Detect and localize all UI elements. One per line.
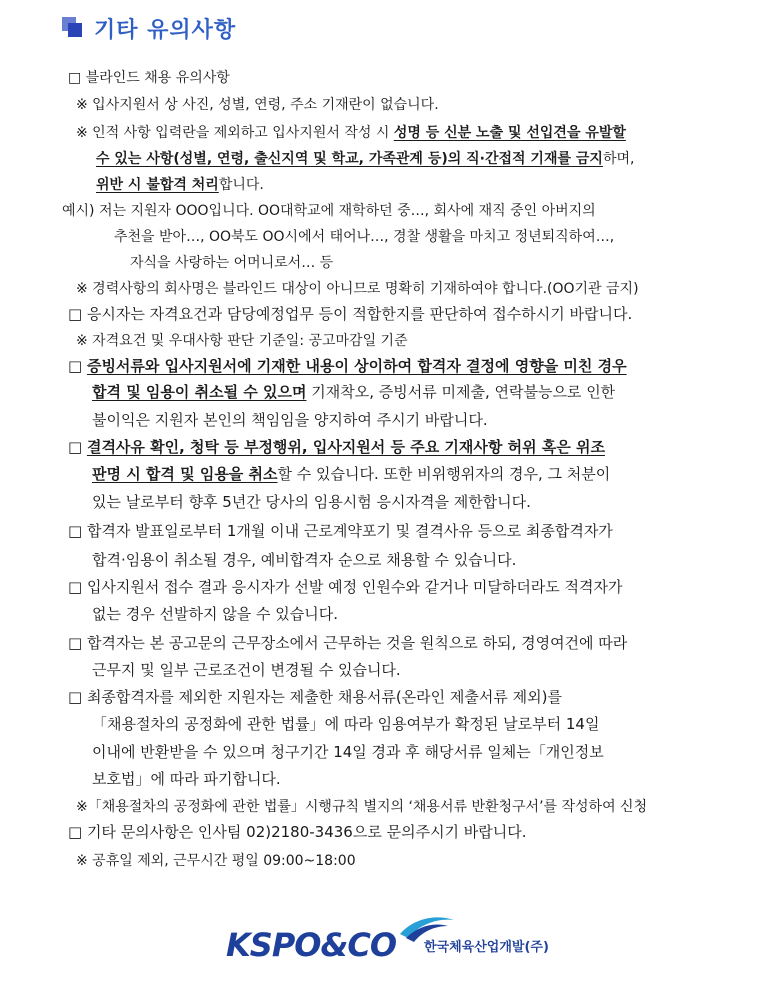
line-text: 근무지 및 일부 근로조건이 변경될 수 있습니다. xyxy=(92,661,401,679)
company-logo xyxy=(226,912,556,968)
line-text: □ 블라인드 채용 유의사항 xyxy=(68,70,230,86)
notice-line xyxy=(68,521,613,541)
line-text: 추천을 받아…, OO북도 OO시에서 태어나…, 경찰 생활을 마치고 정년퇴직하여…, xyxy=(114,229,615,245)
line-text: 하며, xyxy=(602,151,635,167)
notice-line xyxy=(76,279,639,299)
notice-line xyxy=(68,822,527,842)
line-text: ※ 공휴일 제외, 근무시간 평일 09:00~18:00 xyxy=(76,853,356,869)
line-text: □ 입사지원서 접수 결과 응시자가 선발 예정 인원수와 같거나 미달하더라도 적격자가 xyxy=(68,578,623,596)
notice-line xyxy=(96,175,264,195)
line-text: ※ 입사지원서 상 사진, 성별, 연령, 주소 기재란이 없습니다. xyxy=(76,97,439,113)
emphasized-text: 수 있는 사항(성별, 연령, 출신지역 및 학교, 가족관계 등)의 직·간접적 기재를 금지 xyxy=(96,151,603,167)
line-text: 할 수 있습니다. 또한 비위행위자의 경우, 그 처분이 xyxy=(277,465,611,483)
notice-line xyxy=(68,68,230,88)
notice-line xyxy=(92,382,615,402)
logo-subtitle: 한국체육산업개발(주) xyxy=(424,940,549,955)
line-text: 예시) 저는 지원자 OOO입니다. OO대학교에 재학하던 중…, 회사에 재직 중인 아버지의 xyxy=(62,203,596,219)
logo-wordmark: KSPO&CO xyxy=(226,926,397,964)
notice-line xyxy=(76,797,647,817)
line-text: □ xyxy=(68,438,87,456)
line-text: □ 합격자는 본 공고문의 근무장소에서 근무하는 것을 원칙으로 하되, 경영여건에 따라 xyxy=(68,634,628,652)
emphasized-text: 증빙서류와 입사지원서에 기재한 내용이 상이하여 합격자 결정에 영향을 미친 경우 xyxy=(86,357,627,375)
notice-line xyxy=(96,149,634,169)
notice-line xyxy=(68,304,632,324)
line-text: 합격·임용이 취소될 경우, 예비합격자 순으로 채용할 수 있습니다. xyxy=(92,551,517,569)
line-text: 없는 경우 선발하지 않을 수 있습니다. xyxy=(92,605,338,623)
notice-line xyxy=(76,123,626,143)
line-text: 자식을 사랑하는 어머니로서… 등 xyxy=(130,255,334,271)
notice-line xyxy=(114,227,614,247)
notice-line xyxy=(68,687,562,707)
line-text: □ 합격자 발표일로부터 1개월 이내 근로계약포기 및 결격사유 등으로 최종합격자가 xyxy=(68,522,613,540)
line-text: ※ 자격요건 및 우대사항 판단 기준일: 공고마감일 기준 xyxy=(76,333,408,349)
line-text: □ xyxy=(68,357,87,375)
line-text: 불이익은 지원자 본인의 책임임을 양지하여 주시기 바랍니다. xyxy=(92,411,488,429)
square-bullet-icon xyxy=(62,17,84,39)
notice-line xyxy=(92,769,281,789)
notice-line xyxy=(68,437,605,457)
line-text: □ 기타 문의사항은 인사팀 02)2180-3436으로 문의주시기 바랍니다. xyxy=(68,823,527,841)
section-header xyxy=(62,12,236,44)
notice-line xyxy=(92,492,531,512)
section-title: 기타 유의사항 xyxy=(94,17,237,43)
notice-line xyxy=(62,201,596,221)
line-text: 합니다. xyxy=(218,177,264,193)
line-text: ※ 경력사항의 회사명은 블라인드 대상이 아니므로 명확히 기재하여야 합니다.(OO기관 금지) xyxy=(76,281,639,297)
line-text: 있는 날로부터 향후 5년간 당사의 임용시험 응시자격을 제한합니다. xyxy=(92,493,531,511)
notice-line xyxy=(76,331,408,351)
line-text: 보호법」에 따라 파기합니다. xyxy=(92,770,281,788)
emphasized-text: 성명 등 신분 노출 및 선입견을 유발할 xyxy=(393,125,626,141)
line-text: □ 응시자는 자격요건과 담당예정업무 등이 적합한지를 판단하여 접수하시기 바랍니다. xyxy=(68,305,633,323)
notice-line xyxy=(130,253,333,273)
line-text: ※ 인적 사항 입력란을 제외하고 입사지원서 작성 시 xyxy=(76,125,394,141)
emphasized-text: 결격사유 확인, 청탁 등 부정행위, 입사지원서 등 주요 기재사항 허위 혹은 위조 xyxy=(86,438,605,456)
line-text: 기재착오, 증빙서류 미제출, 연락불능으로 인한 xyxy=(306,383,616,401)
line-text: □ 최종합격자를 제외한 지원자는 제출한 채용서류(온라인 제출서류 제외)를 xyxy=(68,688,562,706)
notice-line xyxy=(92,550,516,570)
notice-line xyxy=(68,633,627,653)
notice-line xyxy=(76,95,439,115)
notice-line xyxy=(68,356,627,376)
line-text: ※「채용절차의 공정화에 관한 법률」시행규칙 별지의 ‘채용서류 반환청구서’를 작성하여 신청 xyxy=(76,799,648,815)
line-text: 이내에 반환받을 수 있으며 청구기간 14일 경과 후 해당서류 일체는「개인정보 xyxy=(92,743,604,761)
notice-line xyxy=(92,714,599,734)
notice-line xyxy=(92,410,488,430)
notice-line xyxy=(92,604,338,624)
notice-line xyxy=(92,660,401,680)
line-text: 「채용절차의 공정화에 관한 법률」에 따라 임용여부가 확정된 날로부터 14일 xyxy=(92,715,600,733)
emphasized-text: 판명 시 합격 및 임용을 취소 xyxy=(92,465,278,483)
emphasized-text: 위반 시 불합격 처리 xyxy=(96,177,219,193)
emphasized-text: 합격 및 임용이 취소될 수 있으며 xyxy=(92,383,307,401)
notice-line xyxy=(68,577,623,597)
notice-line xyxy=(92,464,610,484)
notice-line xyxy=(76,851,356,871)
notice-line xyxy=(92,742,604,762)
